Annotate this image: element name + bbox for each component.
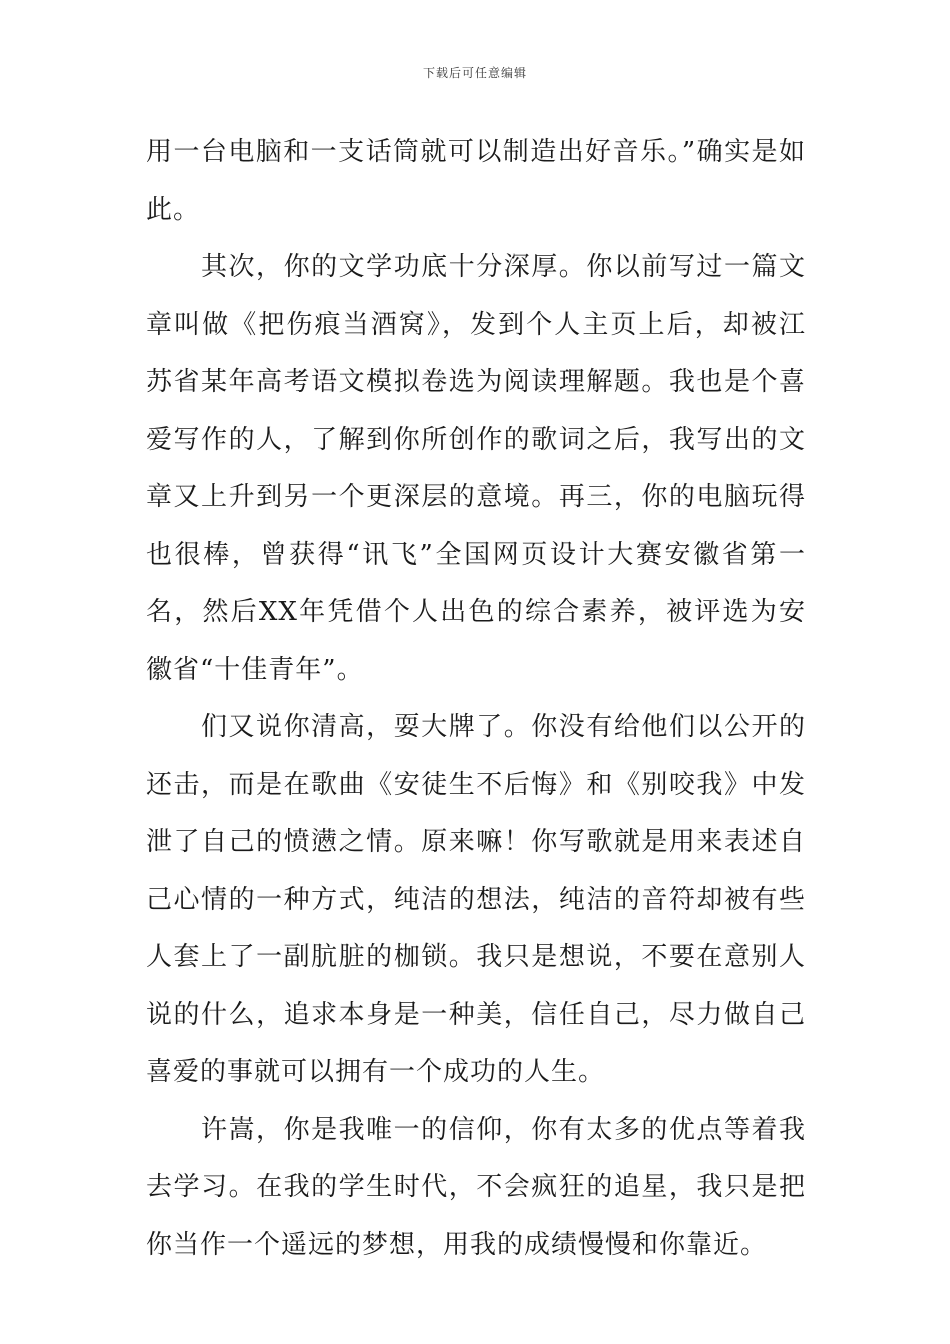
paragraph-2: 其次，你的文学功底十分深厚。你以前写过一篇文章叫做《把伤痕当酒窝》，发到个人主页上后，却被江苏省某年高考语文模拟卷选为阅读理解题。我也是个喜爱写作的人，了解到你所创作的歌词之后，我写出的文章又上升到另一个更深层的意境。再三，你的电脑玩得也很棒，曾获得“讯飞”全国网页设计大赛安徽省第一名，然后XX年凭借个人出色的综合素养，被评选为安徽省“十佳青年”。 [146,252,806,685]
paragraph-4: 许嵩，你是我唯一的信仰，你有太多的优点等着我去学习。在我的学生时代，不会疯狂的追星，我只是把你当作一个遥远的梦想，用我的成绩慢慢和你靠近。 [146,1114,806,1260]
document-body [146,124,806,1274]
page-header-note: 下载后可任意编辑 [422,66,527,80]
paragraph-1: 用一台电脑和一支话筒就可以制造出好音乐。”确实是如此。 [146,137,806,225]
paragraph-3: 们又说你清高，耍大牌了。你没有给他们以公开的还击，而是在歌曲《安徒生不后悔》和《别咬我》中发泄了自己的愤懑之情。原来嘛！你写歌就是用来表述自己心情的一种方式，纯洁的想法，纯洁的音符却被有些人套上了一副肮脏的枷锁。我只是想说，不要在意别人说的什么，追求本身是一种美，信任自己，尽力做自己喜爱的事就可以拥有一个成功的人生。 [146,712,806,1087]
